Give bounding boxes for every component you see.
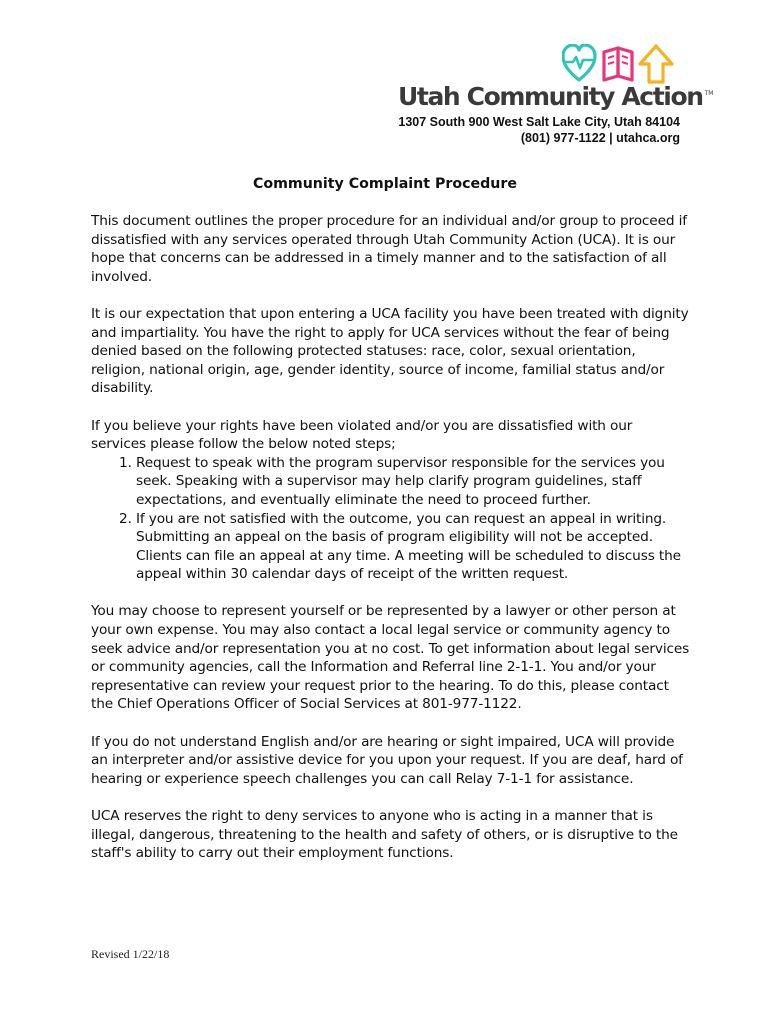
document-title: Community Complaint Procedure <box>252 176 518 192</box>
heart-icon <box>563 45 595 80</box>
language-paragraph: If you do not understand English and/or are hearing or sight impaired, UCA will provide an interpreter and/or assistive device for you upon your request. If you are deaf, hard of hearing or experience speech challenges you can call Relay 7-1-1 for assistance. <box>91 733 683 787</box>
arrow-up-icon <box>640 46 672 82</box>
step-item-2: 2. If you are not satisfied with the outcome, you can request an appeal in writing. Submitting an appeal on the basis of program eligibility will not be accepted. Clients can file an appeal at any time. A meeting will be scheduled to discuss the appeal within 30 calendar days of receipt of the written request. <box>136 510 691 584</box>
intro-paragraph: This document outlines the proper procedure for an individual and/or group to proceed if dissatisfied with any services operated through Utah Community Action (UCA). It is our hope that concerns can be addressed in a timely manner and to the satisfaction of all involved. <box>91 213 687 285</box>
org-wordmark <box>398 82 713 111</box>
step-item-1: 1. Request to speak with the program supervisor responsible for the services you seek. Speaking with a supervisor may help clarify program guidelines, staff expectations, and eventually eliminate the need to proceed further. <box>136 454 691 510</box>
logo-icons <box>562 44 674 84</box>
org-address <box>398 114 680 146</box>
steps-intro-paragraph: If you believe your rights have been violated and/or you are dissatisfied with our services please follow the below noted steps; <box>91 417 633 453</box>
org-name: Utah Community Action <box>398 82 703 111</box>
address-line: 1307 South 900 West Salt Lake City, Utah 84104 <box>398 115 680 129</box>
expectation-paragraph: It is our expectation that upon entering a UCA facility you have been treated with dignity and impartiality. You have the right to apply for UCA services without the fear of being denied based on the following protected statuses: race, color, sexual orientation, religion, national origin, age, gender identity, source of income, familial status and/or disability. <box>91 305 689 397</box>
revised-date: Revised 1/22/18 <box>91 947 170 961</box>
steps-list <box>91 454 691 584</box>
trademark-mark: TM <box>704 90 714 97</box>
document-body <box>91 212 691 881</box>
reserve-paragraph: UCA reserves the right to deny services to anyone who is acting in a manner that is illegal, dangerous, threatening to the health and safety of others, or is disruptive to the staff's ability to carry out their employment functions. <box>91 808 678 862</box>
contact-line: (801) 977-1122 | utahca.org <box>520 131 680 145</box>
book-icon <box>604 48 632 80</box>
representation-paragraph: You may choose to represent yourself or be represented by a lawyer or other person at your own expense. You may also contact a local legal service or community agency to seek advice and/or representation you at no cost. To get information about legal services or community agencies, call the Information and Referral line 2-1-1. You and/or your representative can review your request prior to the hearing. To do this, please contact the Chief Operations Officer of Social Services at 801-977-1122. <box>91 603 690 713</box>
